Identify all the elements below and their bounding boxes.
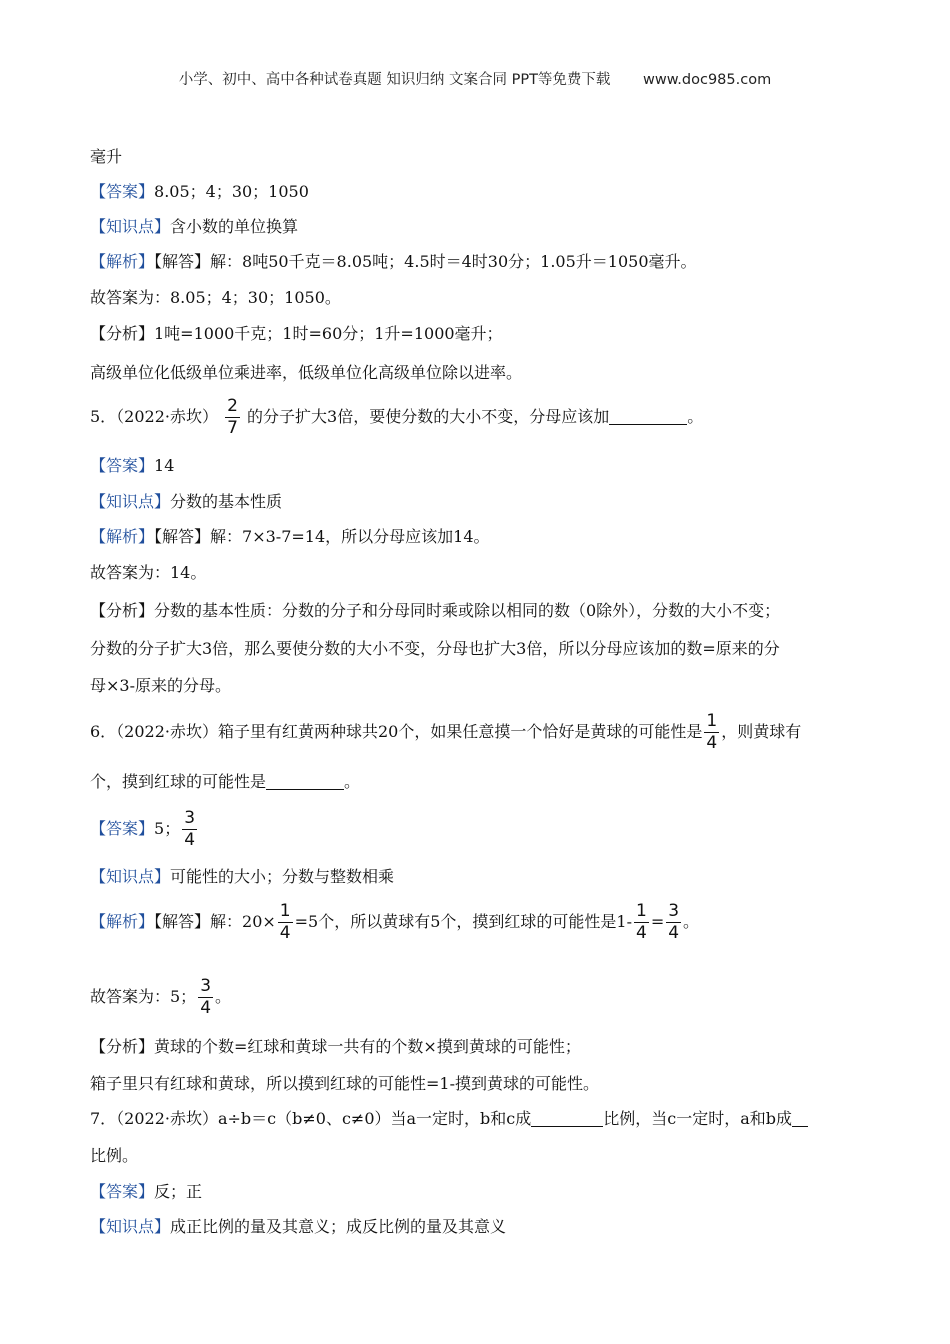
knowledge-tag: 【知识点】 [90, 867, 171, 886]
fraction-denominator: 4 [200, 998, 212, 1018]
analysis-text: = [650, 912, 665, 931]
answer-tag: 【答案】 [90, 1182, 155, 1201]
answer-tag: 【答案】 [90, 182, 155, 201]
analysis-tag: 【解析】 [90, 527, 155, 546]
fraction [225, 398, 240, 437]
fraction-denominator: 4 [706, 733, 718, 753]
header-title: 小学、初中、高中各种试卷真题 知识归纳 文案合同 PPT等免费下载 [178, 72, 611, 88]
q7-text: 比例，当c一定时，a和b成 [603, 1109, 793, 1128]
fraction-numerator: 1 [279, 901, 291, 921]
fraction-numerator: 3 [184, 808, 196, 828]
q6-final-answer [90, 974, 231, 1020]
header-site-link[interactable]: www.doc985.com [643, 72, 772, 88]
fraction-numerator: 3 [668, 901, 680, 921]
answer-tag: 【答案】 [90, 456, 155, 475]
answer-text: 反；正 [154, 1182, 203, 1201]
q7-question-line-1 [90, 1108, 808, 1130]
analysis-text: 。 [683, 912, 700, 931]
fraction [182, 810, 197, 849]
q4-final-answer: 故答案为：8.05；4；30；1050。 [90, 288, 341, 307]
fraction-denominator: 4 [184, 830, 196, 850]
fraction-denominator: 4 [279, 923, 291, 943]
q7-text: 7．（2022·赤坎）a÷b＝c（b≠0、c≠0）当a一定时，b和c成 [90, 1109, 532, 1128]
analysis-text: 【解答】解：8吨50千克＝8.05吨；4.5时＝4时30分；1.05升＝1050毫升。 [154, 252, 697, 271]
q7-knowledge-point [90, 1216, 506, 1238]
q6-note-1: 【分析】黄球的个数=红球和黄球一共有的个数×摸到黄球的可能性； [90, 1037, 581, 1056]
analysis-text: 【解答】解：7×3-7=14，所以分母应该加14。 [154, 527, 490, 546]
q4-continuation: 毫升 [90, 147, 123, 166]
final-text: 故答案为：5； [90, 987, 197, 1006]
fraction [198, 978, 213, 1017]
q6-knowledge-point [90, 866, 394, 888]
q5-knowledge-point [90, 491, 282, 513]
analysis-tag: 【解析】 [90, 912, 155, 931]
fraction-denominator: 7 [227, 418, 238, 438]
answer-blank[interactable] [531, 1108, 603, 1127]
fraction [666, 903, 681, 942]
q5-text: 的分子扩大3倍，要使分数的大小不变，分母应该加 [247, 407, 610, 426]
knowledge-tag: 【知识点】 [90, 492, 171, 511]
analysis-tag: 【解析】 [90, 252, 155, 271]
fraction [704, 713, 719, 752]
q6-question-line-1 [90, 709, 801, 755]
fraction-denominator: 4 [635, 923, 647, 943]
q4-note-2: 高级单位化低级单位乘进率，低级单位化高级单位除以进率。 [90, 363, 523, 382]
q4-answer [90, 181, 309, 203]
final-text: 。 [215, 987, 232, 1006]
knowledge-text: 成正比例的量及其意义；成反比例的量及其意义 [170, 1217, 507, 1236]
knowledge-tag: 【知识点】 [90, 217, 171, 236]
fraction-numerator: 1 [635, 901, 647, 921]
knowledge-text: 含小数的单位换算 [170, 217, 299, 236]
answer-text: 14 [154, 456, 175, 475]
answer-blank[interactable] [792, 1108, 808, 1127]
q6-text-end: ，则黄球有 [721, 722, 802, 741]
q6-answer [90, 806, 199, 852]
q4-analysis [90, 251, 697, 273]
q5-question [90, 394, 703, 440]
answer-blank[interactable] [266, 771, 344, 790]
answer-tag: 【答案】 [90, 819, 155, 838]
q6-end: 。 [344, 772, 361, 791]
q5-end: 。 [687, 407, 704, 426]
q6-text: 6．（2022·赤坎）箱子里有红黄两种球共20个，如果任意摸一个恰好是黄球的可能性是 [90, 722, 703, 741]
q4-note-1: 【分析】1吨=1000千克；1时=60分；1升=1000毫升； [90, 324, 503, 343]
q5-final-answer: 故答案为：14。 [90, 563, 207, 582]
q7-question-line-2: 比例。 [90, 1146, 139, 1165]
analysis-text: =5个，所以黄球有5个，摸到红球的可能性是1- [294, 912, 632, 931]
fraction-numerator: 2 [227, 396, 238, 416]
knowledge-text: 可能性的大小；分数与整数相乘 [170, 867, 395, 886]
q5-note-1: 【分析】分数的基本性质：分数的分子和分母同时乘或除以相同的数（0除外），分数的大小不变； [90, 601, 781, 620]
q6-analysis [90, 899, 699, 945]
q6-text: 个，摸到红球的可能性是 [90, 772, 267, 791]
q5-answer [90, 455, 174, 477]
q6-question-line-2 [90, 771, 360, 793]
answer-blank[interactable] [609, 406, 687, 425]
q5-note-2: 分数的分子扩大3倍，那么要使分数的大小不变，分母也扩大3倍，所以分母应该加的数=原来的分 [90, 639, 780, 658]
fraction-denominator: 4 [668, 923, 680, 943]
q5-prefix: 5．（2022·赤坎） [90, 407, 218, 426]
fraction [278, 903, 293, 942]
answer-text: 8.05；4；30；1050 [154, 182, 309, 201]
knowledge-tag: 【知识点】 [90, 1217, 171, 1236]
knowledge-text: 分数的基本性质 [170, 492, 283, 511]
fraction-numerator: 3 [200, 976, 212, 996]
analysis-text: 【解答】解：20× [154, 912, 276, 931]
q5-note-3: 母×3-原来的分母。 [90, 676, 231, 695]
q4-knowledge-point [90, 216, 298, 238]
fraction [634, 903, 649, 942]
page-header [0, 68, 950, 89]
q6-note-2: 箱子里只有红球和黄球，所以摸到红球的可能性=1-摸到黄球的可能性。 [90, 1074, 599, 1093]
fraction-numerator: 1 [706, 711, 718, 731]
answer-text: 5； [154, 819, 181, 838]
q7-answer [90, 1181, 202, 1203]
q5-analysis [90, 526, 490, 548]
